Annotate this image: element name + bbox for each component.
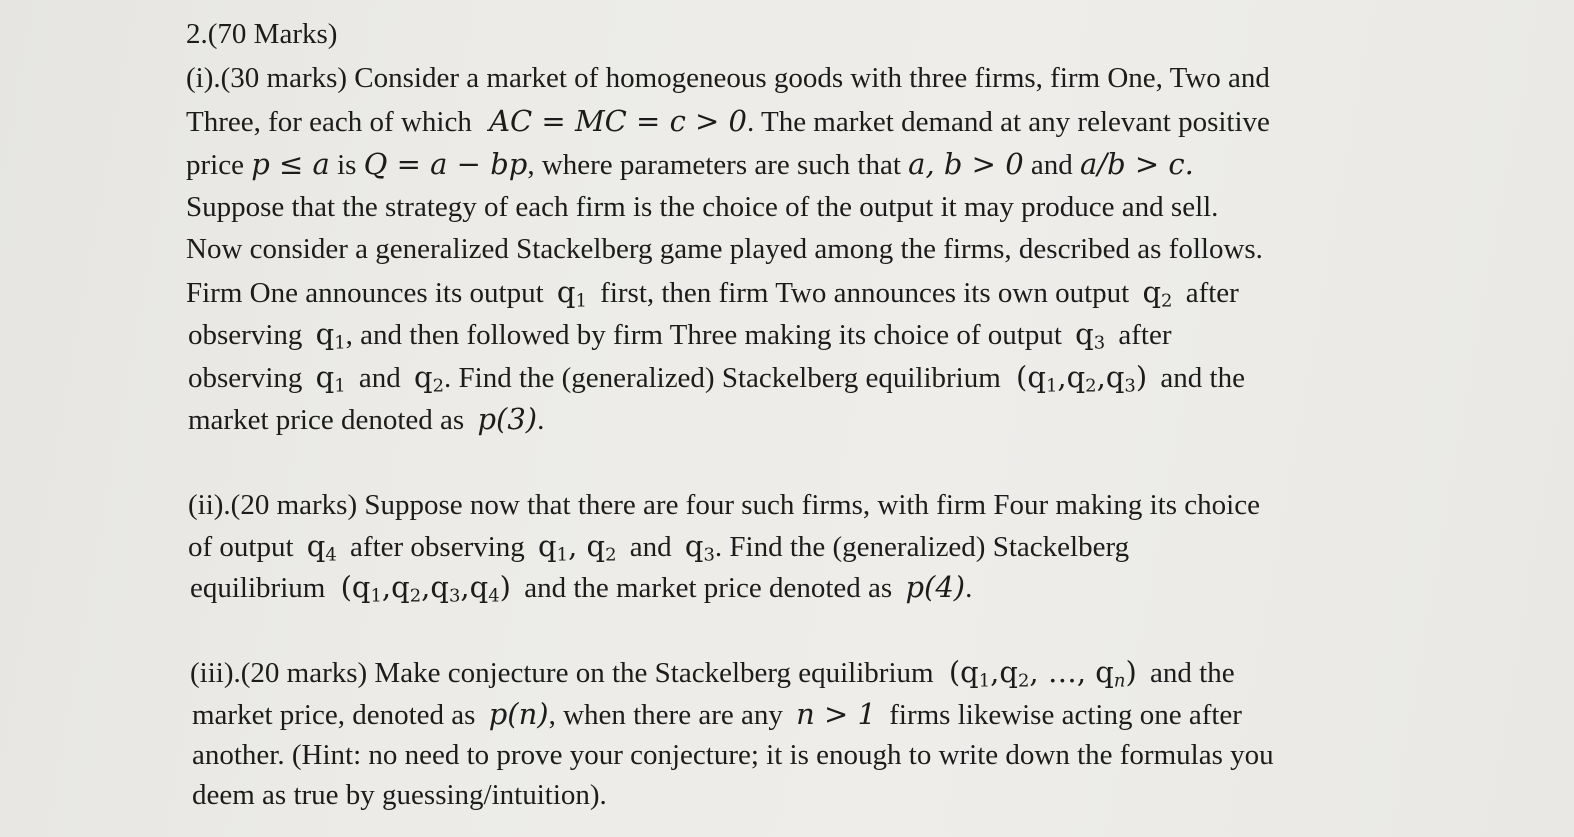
price-p4: p(4) <box>905 570 966 604</box>
equilibrium-tuple-n: ($q_1,q_2$, …, $q_n$) <box>948 655 1137 692</box>
part-i-line-2: Three, for each of which AC = MC = c > 0. The market demand at any relevant positive <box>186 104 1270 138</box>
part-i-line-4: Suppose that the strategy of each firm is the choice of the output it may produce and sell. <box>186 191 1219 223</box>
cost-equation: AC = MC = c > 0 <box>489 104 747 138</box>
price-condition: p ≤ a <box>251 147 330 181</box>
var-q2: $q_2$ <box>414 360 445 397</box>
parameter-condition: a, b > 0 <box>908 147 1024 181</box>
part-ii-line-1: (ii).(20 marks) Suppose now that there are four such firms, with firm Four making its choice <box>188 489 1260 521</box>
var-q1: $q_1$ <box>556 275 587 312</box>
part-i-line-8: observing $q_1$ and $q_2$. Find the (generalized) Stackelberg equilibrium $(q_1,q_2,q_3)$ and the <box>188 360 1245 397</box>
part-iii-line-2: market price, denoted as p(n), when there are any n > 1 firms likewise acting one after <box>192 697 1242 731</box>
part-i-line-6: Firm One announces its output $q_1$ first, then firm Two announces its own output $q_2$ after <box>186 275 1239 312</box>
part-i-line-9: market price denoted as p(3). <box>188 402 545 436</box>
equilibrium-tuple-4: $(q_1,q_2,q_3,q_4)$ <box>340 570 511 607</box>
part-iii-line-1: (iii).(20 marks) Make conjecture on the Stackelberg equilibrium ($q_1,q_2$, …, $q_n$) and the <box>190 655 1235 692</box>
var-q3: $q_3$ <box>684 529 715 566</box>
var-q2: $q_2$ <box>1142 275 1173 312</box>
price-pn: p(n) <box>488 697 549 731</box>
var-q1-q2: $q_1$, $q_2$ <box>538 529 617 566</box>
part-iii-line-3: another. (Hint: no need to prove your conjecture; it is enough to write down the formulas you <box>192 739 1274 771</box>
var-q1: $q_1$ <box>315 317 346 354</box>
part-i-line-1: (i).(30 marks) Consider a market of homogeneous goods with three firms, firm One, Two and <box>186 62 1270 94</box>
part-iii-line-4: deem as true by guessing/intuition). <box>192 779 607 811</box>
demand-equation: Q = a − bp <box>363 147 528 181</box>
ratio-condition: a/b > c. <box>1080 147 1194 181</box>
var-q1: $q_1$ <box>315 360 346 397</box>
part-i-line-7: observing $q_1$, and then followed by firm Three making its choice of output $q_3$ after <box>188 317 1172 354</box>
question-header: 2.(70 Marks) <box>186 18 338 50</box>
part-i-line-5: Now consider a generalized Stackelberg game played among the firms, described as follows. <box>186 233 1263 265</box>
price-p3: p(3) <box>477 402 538 436</box>
part-i-line-3: price p ≤ a is Q = a − bp, where parameters are such that a, b > 0 and a/b > c. <box>186 147 1194 181</box>
equilibrium-tuple-3: $(q_1,q_2,q_3)$ <box>1016 360 1148 397</box>
var-q4: $q_4$ <box>306 529 337 566</box>
var-q3: $q_3$ <box>1075 317 1106 354</box>
part-ii-line-3: equilibrium $(q_1,q_2,q_3,q_4)$ and the market price denoted as p(4). <box>190 570 973 607</box>
part-ii-line-2: of output $q_4$ after observing $q_1$, $q_2$ and $q_3$. Find the (generalized) Stackelberg <box>188 529 1130 566</box>
n-condition: n > 1 <box>796 697 876 731</box>
